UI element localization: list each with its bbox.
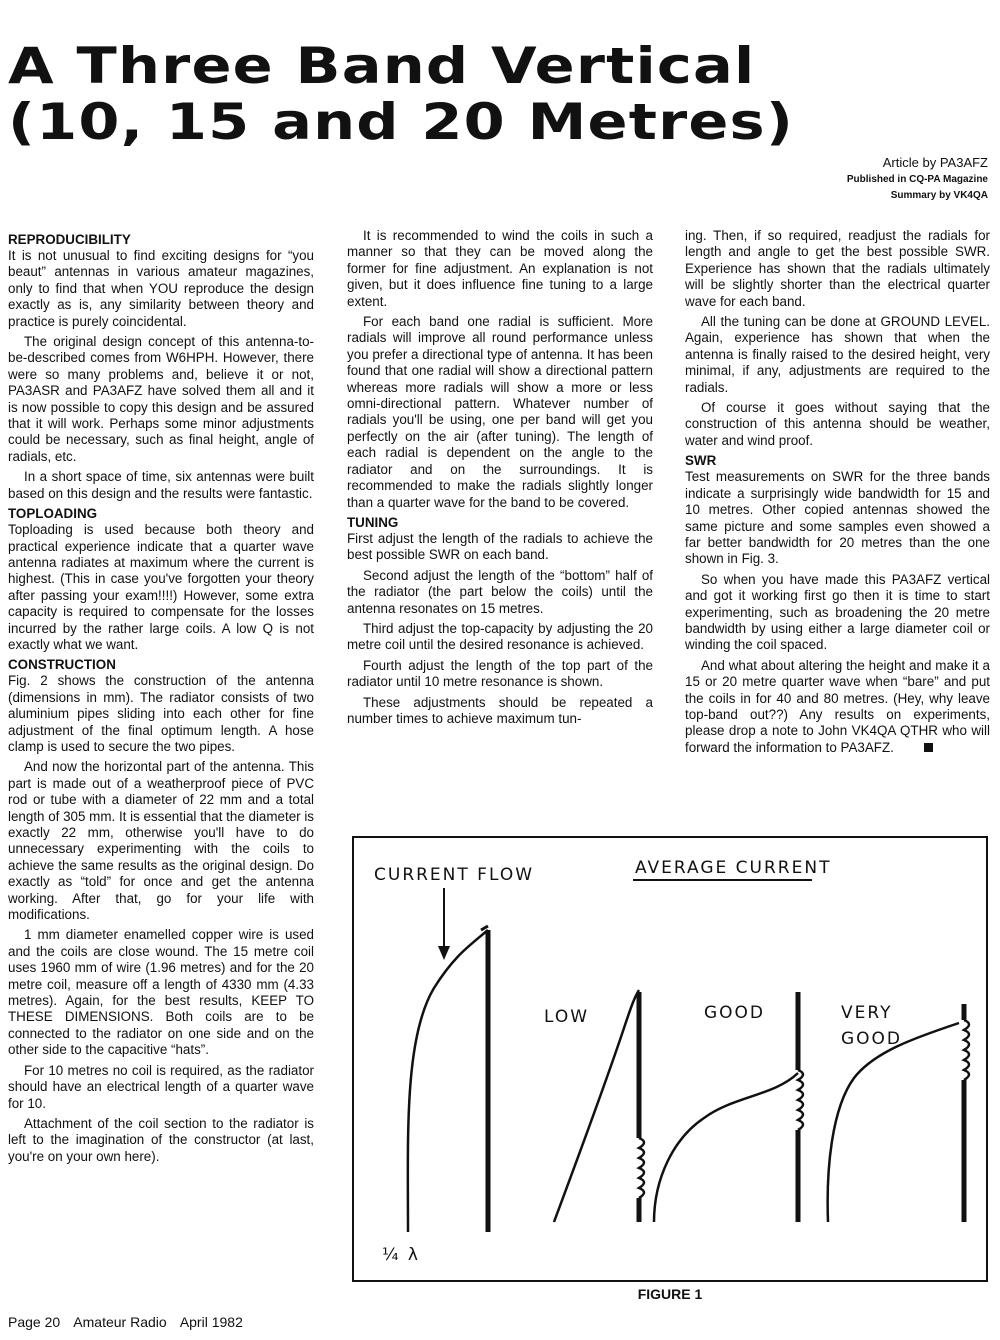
publication-credit: Published in CQ-PA Magazine bbox=[846, 174, 988, 185]
paragraph: It is not unusual to find exciting designs for “you beaut” antennas in various amateur magazines, only to find that when YOU reproduce the design exactly as is, any similarity between theory and practice is purely coincidental. bbox=[8, 248, 314, 329]
label-low: LOW bbox=[544, 1007, 590, 1027]
summary-credit: Summary by VK4QA bbox=[890, 190, 988, 201]
figure-1-drawing bbox=[354, 838, 986, 1280]
label-very: VERY bbox=[841, 1003, 893, 1023]
current-curve-good bbox=[654, 1073, 798, 1222]
paragraph: Test measurements on SWR for the three bands indicate a surprisingly wide bandwidth for 15 and 10 metres. Other copied antennas showed the same picture and some samples even showed a far better bandwidth for 20 metres than the one shown in Fig. 3. bbox=[685, 469, 990, 567]
coil-good bbox=[798, 1070, 803, 1130]
paragraph: Fig. 2 shows the construction of the antenna (dimensions in mm). The radiator consists of two aluminium pipes sliding into each other for fine adjustment of the final optimum length. A hose clamp is used to secure the two pipes. bbox=[8, 673, 314, 754]
footer-magazine: Amateur Radio bbox=[73, 1314, 167, 1330]
paragraph: These adjustments should be repeated a number times to achieve maximum tun- bbox=[347, 694, 653, 726]
text-column-1 bbox=[8, 228, 314, 1169]
paragraph bbox=[685, 658, 990, 756]
label-good: GOOD bbox=[704, 1003, 766, 1023]
paragraph: For each band one radial is sufficient. More radials will improve all round performance unless you prefer a directional type of antenna. It has been found that one radial will show a directional pattern whereas more radials will show a more or less omni-directional pattern. Whatever number of radials you'll be using, one per band will get you perfectly on the air (after tuning). The length of each radial is dependent on the angle to the radiator and on the surroundings. It is recommended to make the radials slightly longer than a quarter wave for the band to be covered. bbox=[347, 314, 653, 510]
author-credit: Article by PA3AFZ bbox=[882, 155, 988, 170]
coil-low bbox=[639, 1138, 644, 1198]
page-footer bbox=[8, 1313, 253, 1331]
text-column-2 bbox=[347, 228, 653, 731]
figure-caption: FIGURE 1 bbox=[637, 1286, 703, 1302]
paragraph: It is recommended to wind the coils in such a manner so that they can be moved along the former for fine adjustment. An explanation is not given, but it does influence fine tuning to a large extent. bbox=[347, 228, 653, 309]
paragraph: Second adjust the length of the “bottom” half of the radiator (the part below the coils) until the antenna resonates on 15 metres. bbox=[347, 567, 653, 616]
title-line-2: (10, 15 and 20 Metres) bbox=[8, 93, 794, 151]
paragraph: First adjust the length of the radials to achieve the best possible SWR on each band. bbox=[347, 530, 653, 563]
figure-1 bbox=[352, 836, 988, 1282]
paragraph: For 10 metres no coil is required, as the radiator should have an electrical length of a quarter wave for 10. bbox=[8, 1062, 314, 1111]
article-credits bbox=[847, 154, 988, 204]
coil-very-good bbox=[964, 1020, 969, 1080]
footer-date: April 1982 bbox=[179, 1314, 243, 1330]
paragraph: Toploading is used because both theory and practical experience indicate that a quarter wave antenna radiates at maximum where the current is highest. (This in case you've forgotten your theory after passing your exam!!!!) However, some extra capacity is required to compensate for the losses incurred by the rather large coils. A low Q is not exactly what we want. bbox=[8, 522, 314, 652]
label-average-current: AVERAGE CURRENT bbox=[635, 858, 832, 878]
heading-reproducibility: REPRODUCIBILITY bbox=[8, 232, 131, 247]
paragraph: So when you have made this PA3AFZ vertical and got it working first go then it is time to start experimenting, such as broadening the 20 metre bandwidth by using either a large diameter coil or winding the coil spaced. bbox=[685, 571, 990, 653]
label-quarter-wavelength: ¼ λ bbox=[382, 1245, 420, 1265]
current-curve-quarter-wave bbox=[408, 930, 488, 1232]
label-current-flow: CURRENT FLOW bbox=[374, 865, 535, 885]
paragraph: Fourth adjust the length of the top part of the radiator until 10 metre resonance is shown. bbox=[347, 657, 653, 690]
text-column-3 bbox=[685, 228, 990, 760]
heading-swr: SWR bbox=[685, 453, 717, 469]
label-very-good: GOOD bbox=[841, 1029, 903, 1049]
paragraph: The original design concept of this antenna-to-be-described comes from W6HPH. However, there were so many problems and, believe it or not, PA3ASR and PA3AFZ have solved them all and it is now possible to copy this design and be assured that it will work. Perhaps some minor adjustments could be necessary, such as final height, angle of radials, etc. bbox=[8, 334, 314, 464]
paragraph: In a short space of time, six antennas were built based on this design and the results were fantastic. bbox=[8, 469, 314, 501]
current-curve-very-good bbox=[828, 1023, 959, 1222]
heading-construction: CONSTRUCTION bbox=[8, 657, 116, 673]
paragraph-text: And what about altering the height and make it a 15 or 20 metre quarter wave when “bare” and put the coils in for 40 and 80 metres. (Hey, why leave top-band out??) Any results on experiments, please drop a note to John VK4QA QTHR who will forward the information to PA3AFZ. bbox=[685, 657, 990, 755]
paragraph: Third adjust the top-capacity by adjusting the 20 metre coil until the desired resonance is achieved. bbox=[347, 620, 653, 653]
article-title bbox=[8, 38, 794, 150]
end-of-article-mark bbox=[924, 743, 933, 752]
paragraph: ing. Then, if so required, readjust the radials for length and angle to get the best possible SWR. Experience has shown that the radials ultimately will be slightly shorter than the electrical quarter wave for each band. bbox=[685, 228, 990, 309]
paragraph: Attachment of the coil section to the radiator is left to the imagination of the constructor (at last, you're on your own here). bbox=[8, 1115, 314, 1164]
paragraph: All the tuning can be done at GROUND LEVEL. Again, experience has shown that when the antenna is finally raised to the desired height, very minimal, if any, adjustments are required to the radials. bbox=[685, 314, 990, 395]
title-line-1: A Three Band Vertical bbox=[8, 37, 756, 95]
heading-toploading: TOPLOADING bbox=[8, 506, 98, 522]
paragraph: And now the horizontal part of the antenna. This part is made out of a weatherproof piece of PVC rod or tube with a diameter of 22 mm and a total length of 305 mm. It is essential that the diameter is exactly 22 mm, otherwise you'll have to do unnecessary experimenting with the coils to achieve the same results as the original design. Do exactly as “told” for once and get the antenna working. After that, go for your life with modifications. bbox=[8, 759, 314, 923]
current-flow-arrow-head bbox=[438, 946, 450, 960]
heading-tuning: TUNING bbox=[347, 514, 399, 530]
paragraph: Of course it goes without saying that the construction of this antenna should be weather, water and wind proof. bbox=[685, 400, 990, 448]
footer-page-number: Page 20 bbox=[8, 1314, 61, 1330]
paragraph: 1 mm diameter enamelled copper wire is used and the coils are close wound. The 15 metre coil uses 1960 mm of wire (1.96 metres) and for the 20 metre coil, measure off a length of 4330 mm (4.33 metres). Again, for the best results, KEEP TO THESE DIMENSIONS. Both coils are to be connected to the radiator on one side and on the other side to the capacitive “hats”. bbox=[8, 927, 314, 1058]
